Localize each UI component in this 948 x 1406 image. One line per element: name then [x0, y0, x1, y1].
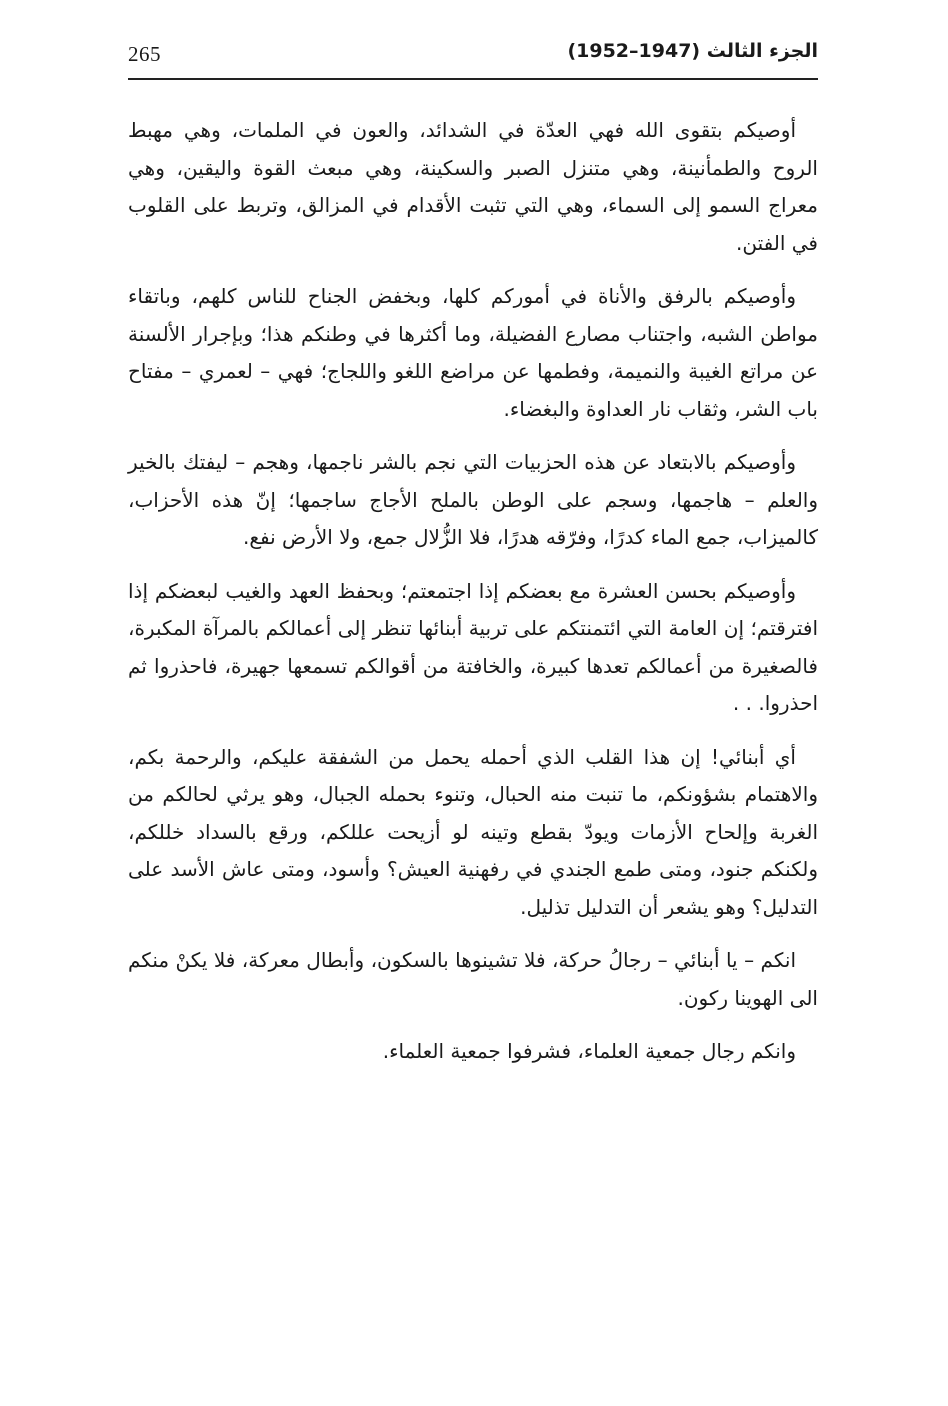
paragraph-association: وانكم رجال جمعية العلماء، فشرفوا جمعية العلماء. — [382, 1039, 796, 1063]
paragraph-companionship: وأوصيكم بحسن العشرة مع بعضكم إذا اجتمعتم؛ وبحفظ العهد والغيب لبعضكم إذا افترقتم؛ إن العامة التي ائتمنتكم على تربية أبنائها تنظر إلى أعمالكم بالمرآة المكبرة، فالصغيرة من أعمالكم تعدها كبيرة، والخافتة من أقوالكم تسمعها جهيرة، فاحذروا ثم احذروا. . . — [128, 578, 818, 715]
paragraph-partisanship: وأوصيكم بالابتعاد عن هذه الحزبيات التي نجم بالشر ناجمها، وهجم – ليفتك بالخير والعلم – هاجمها، وسجم على الوطن بالملح الأجاج ساجمها؛ إنّ هذه الأحزاب، كالميزاب، جمع الماء كدرًا، وفرّقه هدرًا، فلا الزُّلال جمع، ولا الأرض نفع. — [128, 450, 818, 549]
paragraph-gentleness: وأوصيكم بالرفق والأناة في أموركم كلها، وبخفض الجناح للناس كلهم، وباتقاء مواطن الشبه، واجتناب مصارع الفضيلة، وما أكثرها في وطنكم هذا؛ وبإجرار الألسنة عن مراتع الغيبة والنميمة، وفطمها عن مراضع اللغو واللجاج؛ فهي – لعمري – مفتاح باب الشر، وثقاب نار العداوة والبغضاء. — [128, 284, 818, 421]
body-text — [128, 112, 818, 1087]
page-number: 265 — [128, 42, 161, 66]
page-header — [128, 38, 818, 80]
paragraph-compassion: أي أبنائي! إن هذا القلب الذي أحمله يحمل من الشفقة عليكم، والرحمة بكم، والاهتمام بشؤونكم، ما تنبت منه الحبال، وتنوء بحمله الجبال، وهو يرثي لحالكم من الغربة وإلحاح الأزمات ويودّ بقطع وتينه لو أزيحت عللكم، ورقع بالسداد خللكم، ولكنكم جنود، ومتى طمع الجندي في رفهنية العيش؟ وأسود، ومتى عاش الأسد على التدليل؟ وهو يشعر أن التدليل تذليل. — [128, 744, 818, 919]
paragraph-men-of-action: انكم – يا أبنائي – رجالُ حركة، فلا تشينوها بالسكون، وأبطال معركة، فلا يكنْ منكم الى الهوينا ركون. — [128, 948, 818, 1010]
running-title: الجزء الثالث (1947–1952) — [567, 40, 818, 62]
paragraph-piety: أوصيكم بتقوى الله فهي العدّة في الشدائد، والعون في الملمات، وهي مهبط الروح والطمأنينة، وهي متنزل الصبر والسكينة، وهي مبعث القوة واليقين، وهي معراج السمو إلى السماء، وهي التي تثبت الأقدام في المزالق، وتربط على القلوب في الفتن. — [128, 118, 818, 255]
